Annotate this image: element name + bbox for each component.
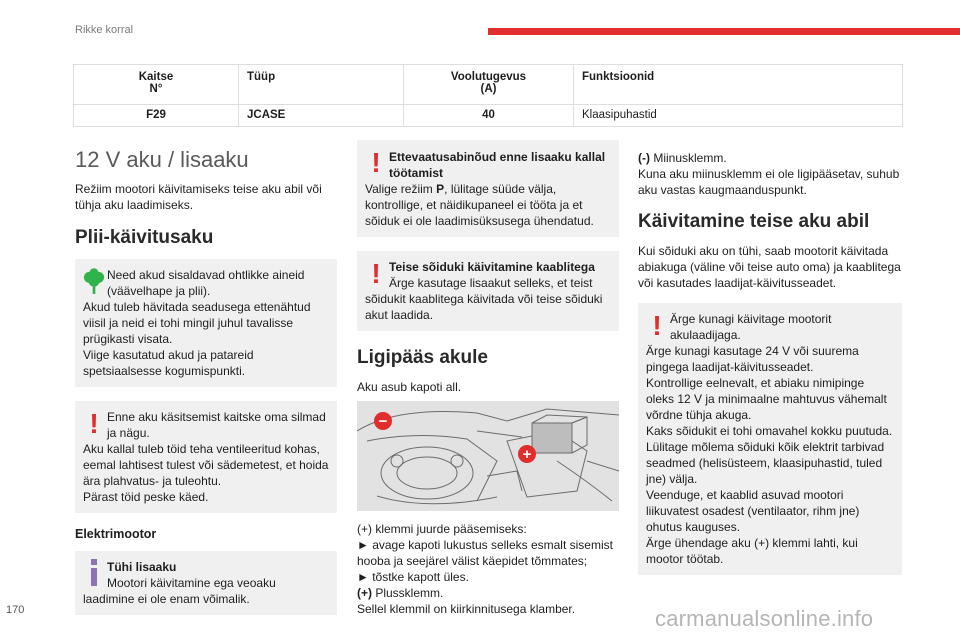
warning-body: Ärge kunagi kasutage 24 V või suurema pingega laadijat-käivitusseadet. Kontrollige eelnevalt, et abiaku nimipinge oleks 12 V ja minimaalne mahtuvus vähemalt võrdne tühja akuga. Kaks sõidukit ei tohi omavahel kokku puutuda. Lülitage mõlema sõiduki kõik elektrit tarbivad seadmed (helisüsteem, klaasipuhastid, tuled jne) välja. Veenduge, et kaablid asuvad mootori liikuvatest osadest (ventilaator, rihm jne) ohutus kauguses. Ärge ühendage aku (+) klemmi lahti, kui mootor töötab. (646, 344, 893, 566)
table-row (74, 105, 903, 127)
running-head: Rikke korral (75, 24, 134, 36)
minus-terminal-desc: Kuna aku miinusklemm ei ole ligipääsetav, suhub aku vastas kaugmaanduspunkt. (638, 167, 900, 197)
column-middle (357, 140, 619, 617)
text-fragment-bold: P (436, 182, 445, 196)
heading-jump-start: Käivitamine teise aku abil (638, 211, 870, 232)
access-intro: Aku asub kapoti all. (357, 380, 462, 394)
watermark: carmanualsonline.info (655, 606, 874, 631)
column-left (75, 140, 337, 629)
fuse-table-header: Voolutugevus (A) (404, 65, 574, 105)
warning-title: Ettevaatusabinõud enne lisaaku kallal töötamist (389, 150, 606, 180)
header-accent-bar (488, 28, 960, 35)
plus-terminal-label: + (522, 446, 532, 463)
text-fragment: , lülitage süüde välja, kontrollige, et näidikupaneel ei tööta ja et sõiduk ei ole laadimisüksusega ühendatud. (365, 182, 594, 228)
warning-exclamation-icon: ! (89, 408, 99, 439)
warning-box-aux-battery (357, 140, 619, 237)
fuse-table-header: Tüüp (239, 65, 404, 105)
page-number: 170 (6, 604, 25, 616)
engine-bay-drawing (357, 401, 619, 511)
text-fragment: Valige režiim (365, 182, 437, 196)
minus-terminal-line (638, 150, 902, 166)
engine-bay-illustration (357, 401, 619, 511)
fuse-table-header: Kaitse N° (74, 65, 239, 105)
minus-terminal-label: − (378, 413, 388, 430)
warning-exclamation-icon: ! (371, 147, 381, 178)
text-fragment: Plussklemm. (372, 586, 444, 600)
warning-box-jump-other (357, 251, 619, 331)
fuse-table-header: Funktsioonid (574, 65, 903, 105)
info-box (75, 551, 337, 615)
heading-electric-motor: Elektrimootor (75, 527, 157, 541)
info-lead: Mootori käivitamine ega veoaku (107, 576, 276, 590)
warning-body: Aku kallal tuleb töid teha ventileeritud kohas, eemal lahtisest tulest või sädemetest, et hoida ära plahvatus- ja tuleohtu. Pärast töid peske käed. (83, 442, 329, 504)
warning-body: sõidukit kaablitega käivitada või teise sõiduki akut laadida. (365, 292, 603, 322)
warning-lead: Enne aku käsitsemist kaitske oma silmad ja nägu. (107, 410, 326, 440)
heading-lead-acid: Plii-käivitusaku (75, 227, 214, 248)
table-cell: Klaasipuhastid (574, 105, 903, 127)
text-fragment-bold: (-) (638, 151, 650, 165)
section-title: 12 V aku / lisaaku (75, 147, 249, 172)
warning-body (365, 181, 611, 229)
info-title: Tühi lisaaku (107, 560, 177, 574)
warning-title: Teise sõiduki käivitamine kaablitega (389, 260, 595, 274)
warning-exclamation-icon: ! (371, 258, 381, 289)
step-open-hood: ► avage kapoti lukustus selleks esmalt sisemist hooba ja seejärel välist käepidet tõmmates; (357, 538, 613, 568)
eco-note-body: Akud tuleb hävitada seadusega ettenähtud viisil ja neid ei tohi mingil juhul tavalisse prügikasti visata. Viige kasutatud akud ja patareid spetsiaalsesse kogumispunkti. (83, 300, 311, 378)
text-fragment: Miinusklemm. (650, 151, 727, 165)
plus-terminal-desc: Sellel klemmil on kiirkinnitusega klamber. (357, 602, 576, 616)
jump-intro: Kui sõiduki aku on tühi, saab mootorit käivitada abiakuga (väline või teise auto oma) ja kaablitega või kasutades laadijat-käivitusseadet. (638, 244, 901, 290)
warning-box (75, 401, 337, 513)
eco-tree-icon (83, 267, 105, 301)
eco-note-lead: Need akud sisaldavad ohtlikke aineid (väävelhape ja plii). (107, 268, 305, 298)
table-cell: F29 (74, 105, 239, 127)
info-body: laadimine ei ole enam võimalik. (83, 592, 250, 606)
intro-paragraph: Režiim mootori käivitamiseks teise aku abil või tühja aku laadimiseks. (75, 182, 322, 212)
warning-lead: Ärge kasutage lisaakut selleks, et teist (389, 276, 593, 290)
table-cell: 40 (404, 105, 574, 127)
warning-box-jump (638, 303, 902, 575)
warning-exclamation-icon: ! (652, 310, 662, 341)
fuse-table (73, 64, 903, 127)
fuse-table-header-row (74, 65, 903, 105)
column-right (638, 150, 902, 589)
step-lift-hood: ► tõstke kapott üles. (357, 570, 469, 584)
plus-terminal-line (357, 585, 619, 601)
plus-access-intro: (+) klemmi juurde pääsemiseks: (357, 522, 527, 536)
eco-note-box (75, 259, 337, 387)
text-fragment-bold: (+) (357, 586, 372, 600)
table-cell: JCASE (239, 105, 404, 127)
warning-lead: Ärge kunagi käivitage mootorit akulaadijaga. (670, 312, 832, 342)
heading-battery-access: Ligipääs akule (357, 347, 488, 368)
info-icon (83, 559, 105, 593)
